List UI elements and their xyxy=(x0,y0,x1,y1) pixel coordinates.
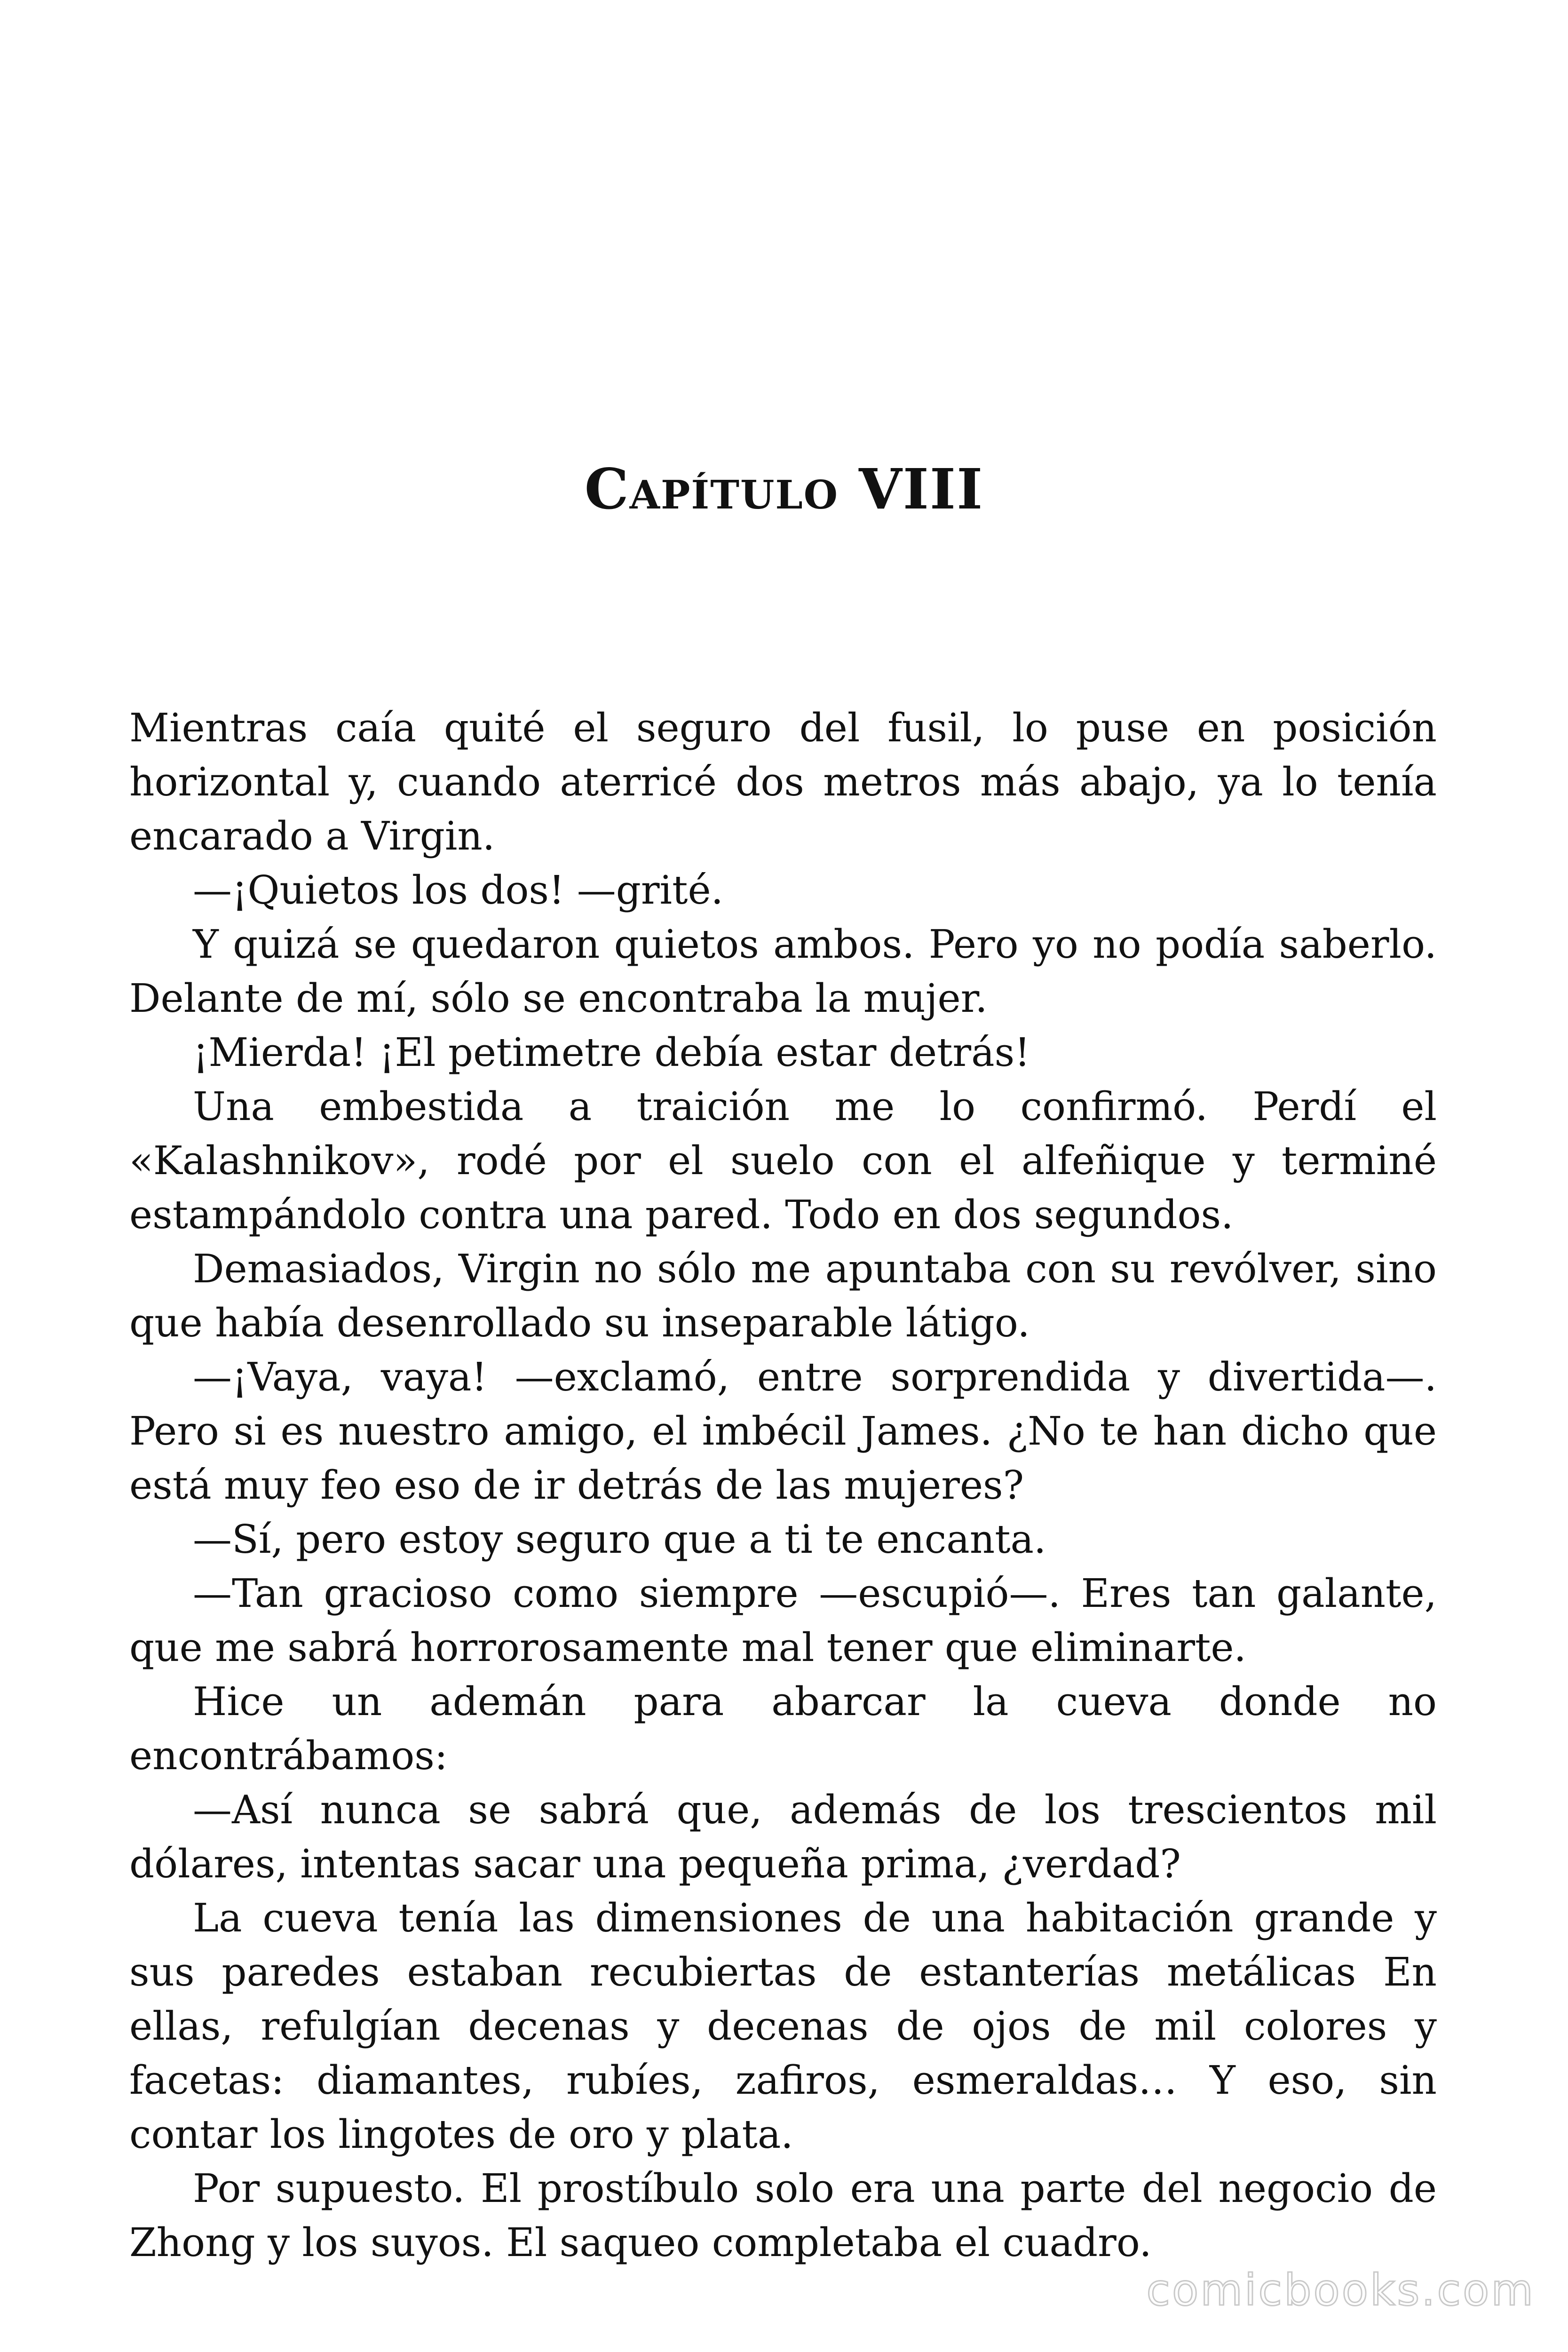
paragraph: ¡Mierda! ¡El petimetre debía estar detrás! xyxy=(193,1030,1030,1075)
paragraph: Una embestida a traición me lo confirmó. Perdí el «Kalashnikov», rodé por el suelo con el alfeñique y terminé estampándolo contra una pared. Todo en dos segundos. xyxy=(129,1084,1437,1238)
paragraph: —Tan gracioso como siempre —escupió—. Eres tan galante, que me sabrá horrorosamente mal tener que eliminarte. xyxy=(129,1571,1437,1670)
watermark: comicbooks.com xyxy=(1146,2265,1535,2315)
paragraph: —Sí, pero estoy seguro que a ti te encanta. xyxy=(193,1517,1046,1562)
paragraph: Mientras caía quité el seguro del fusil, lo puse en posición horizontal y, cuando aterricé dos metros más abajo, ya lo tenía encarado a Virgin. xyxy=(129,705,1437,859)
paragraph: —Así nunca se sabrá que, además de los trescientos mil dólares, intentas sacar una pequeña prima, ¿verdad? xyxy=(129,1787,1437,1887)
paragraph: Y quizá se quedaron quietos ambos. Pero yo no podía saberlo. Delante de mí, sólo se encontraba la mujer. xyxy=(129,922,1437,1021)
paragraph: Por supuesto. El prostíbulo solo era una parte del negocio de Zhong y los suyos. El saqueo completaba el cuadro. xyxy=(129,2166,1437,2265)
paragraph: —¡Quietos los dos! —grité. xyxy=(193,867,723,913)
paragraph: —¡Vaya, vaya! —exclamó, entre sorprendida y divertida—. Pero si es nuestro amigo, el imbécil James. ¿No te han dicho que está muy feo eso de ir detrás de las mujeres? xyxy=(129,1354,1437,1508)
chapter-title: Capítulo VIII xyxy=(584,456,984,522)
paragraph: Demasiados, Virgin no sólo me apuntaba con su revólver, sino que había desenrollado su inseparable látigo. xyxy=(129,1246,1437,1346)
chapter-body xyxy=(129,701,1437,2270)
paragraph: La cueva tenía las dimensiones de una habitación grande y sus paredes estaban recubiertas de estanterías metálicas En ellas, refulgían decenas y decenas de ojos de mil colores y facetas: diamantes, rubíes, zafiros, esmeraldas… Y eso, sin contar los lingotes de oro y plata. xyxy=(129,1895,1437,2157)
paragraph: Hice un ademán para abarcar la cueva donde no encontrábamos: xyxy=(129,1679,1437,1779)
